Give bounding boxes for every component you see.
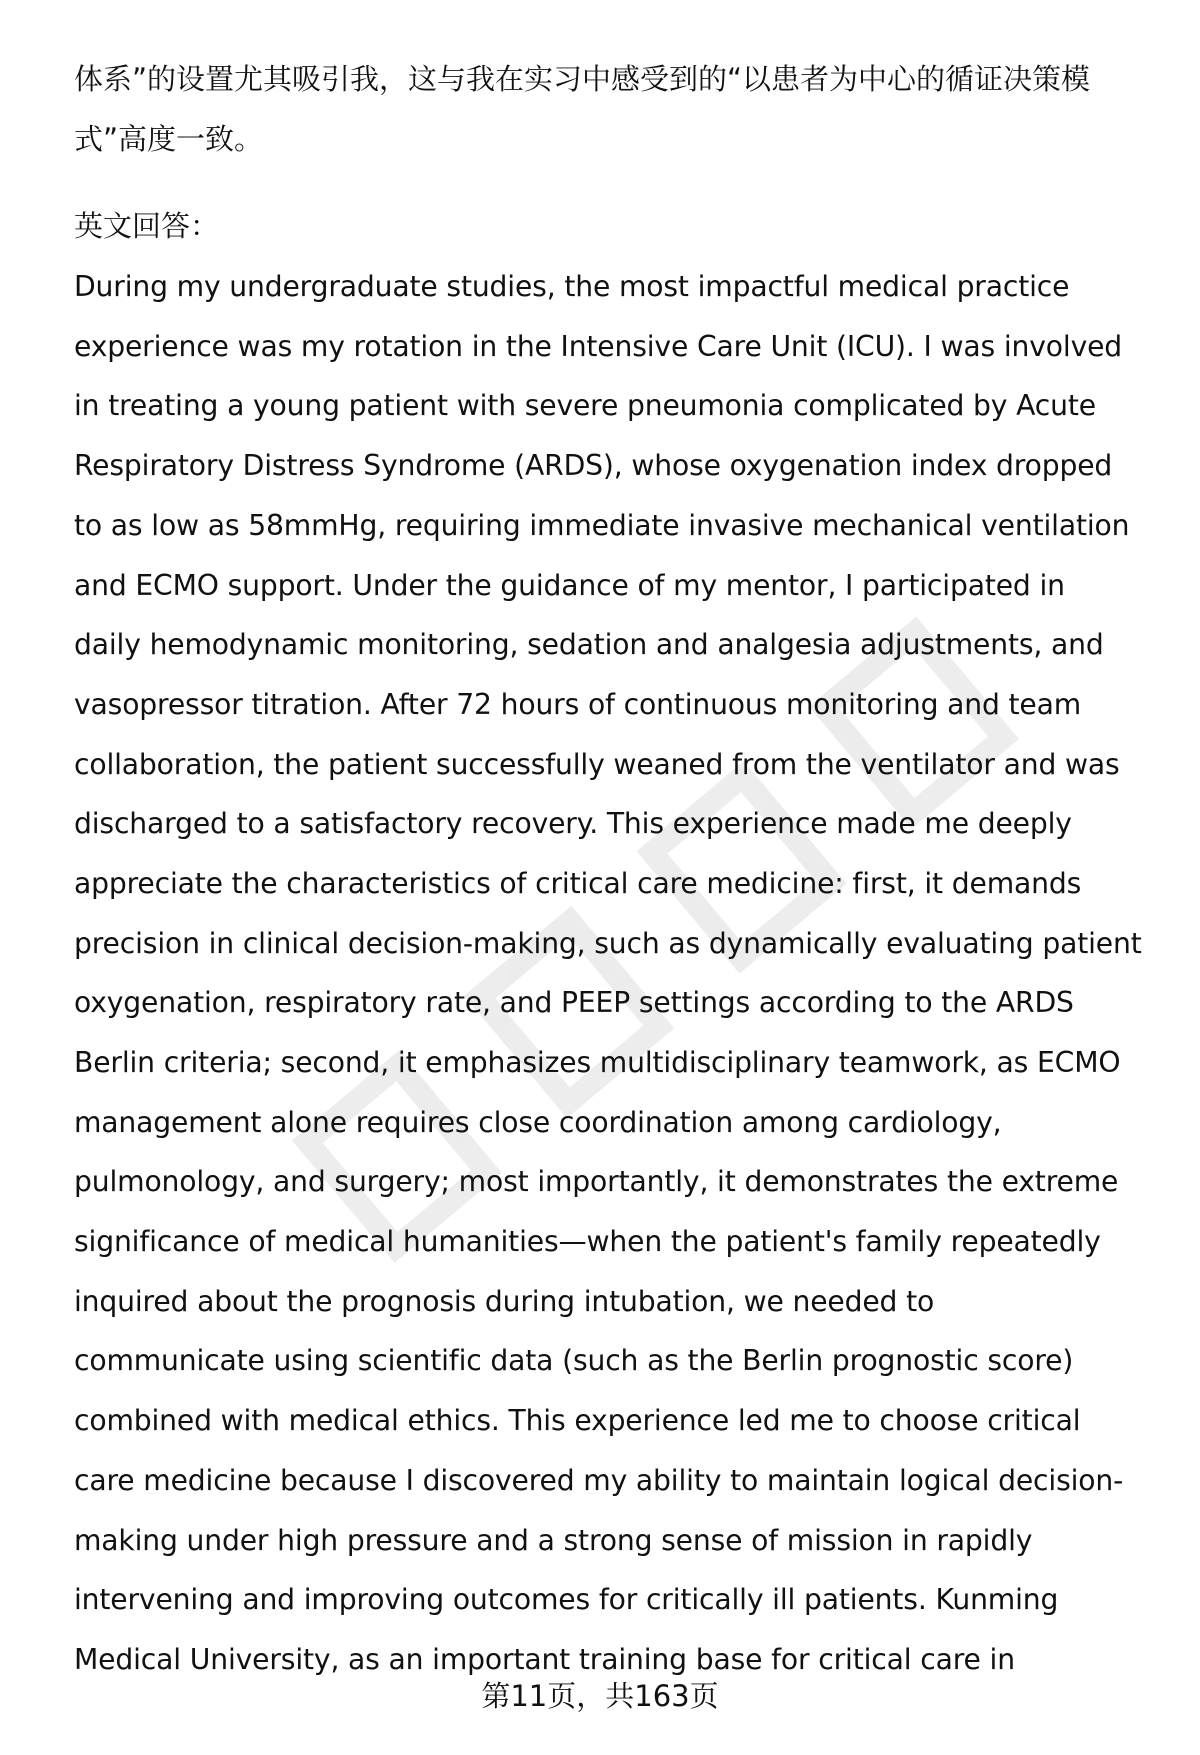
paragraph-line: precision in clinical decision-making, such as dynamically evaluating patient — [74, 926, 1142, 960]
paragraph-line: intervening and improving outcomes for critically ill patients. Kunming — [74, 1583, 1059, 1617]
paragraph-line: care medicine because I discovered my ability to maintain logical decision- — [74, 1463, 1124, 1497]
paragraph-line: Respiratory Distress Syndrome (ARDS), whose oxygenation index dropped — [74, 449, 1113, 483]
paragraph-line: Berlin criteria; second, it emphasizes multidisciplinary teamwork, as ECMO — [74, 1046, 1121, 1079]
document-body — [74, 50, 1154, 1690]
paragraph-line: and ECMO support. Under the guidance of my mentor, I participated in — [74, 568, 1065, 602]
paragraph-line: to as low as 58mmHg, requiring immediate invasive mechanical ventilation — [74, 508, 1130, 542]
paragraph-line: daily hemodynamic monitoring, sedation and analgesia adjustments, and — [74, 628, 1104, 662]
paragraph-line: making under high pressure and a strong sense of mission in rapidly — [74, 1523, 1033, 1557]
section-label: 英文回答： — [74, 209, 220, 244]
paragraph-line: significance of medical humanities—when the patient's family repeatedly — [74, 1225, 1101, 1259]
paragraph-line: inquired about the prognosis during intubation, we needed to — [74, 1284, 935, 1318]
intro-line-1: 体系”的设置尤其吸引我，这与我在实习中感受到的“以患者为中心的循证决策模 — [74, 62, 1091, 96]
paragraph-line: appreciate the characteristics of critical care medicine: first, it demands — [74, 866, 1082, 900]
intro-line-2: 式”高度一致。 — [74, 121, 264, 156]
paragraph-line: management alone requires close coordination among cardiology, — [74, 1105, 1002, 1139]
paragraph-line: vasopressor titration. After 72 hours of continuous monitoring and team — [74, 687, 1082, 721]
paragraph-line: Medical University, as an important training base for critical care in — [74, 1642, 1015, 1676]
paragraph-line: experience was my rotation in the Intensive Care Unit (ICU). I was involved — [74, 329, 1123, 363]
paragraph-line: During my undergraduate studies, the most impactful medical practice — [74, 270, 1070, 304]
paragraph-line: discharged to a satisfactory recovery. This experience made me deeply — [74, 807, 1072, 841]
page-number-footer: 第11页，共163页 — [481, 1679, 719, 1713]
paragraph-line: pulmonology, and surgery; most importantly, it demonstrates the extreme — [74, 1165, 1119, 1199]
paragraph-line: collaboration, the patient successfully weaned from the ventilator and was — [74, 747, 1120, 781]
paragraph-line: oxygenation, respiratory rate, and PEEP settings according to the ARDS — [74, 986, 1074, 1020]
paragraph-line: in treating a young patient with severe pneumonia complicated by Acute — [74, 389, 1096, 423]
paragraph-line: communicate using scientific data (such as the Berlin prognostic score) — [74, 1344, 1074, 1378]
paragraph-line: combined with medical ethics. This experience led me to choose critical — [74, 1404, 1081, 1438]
